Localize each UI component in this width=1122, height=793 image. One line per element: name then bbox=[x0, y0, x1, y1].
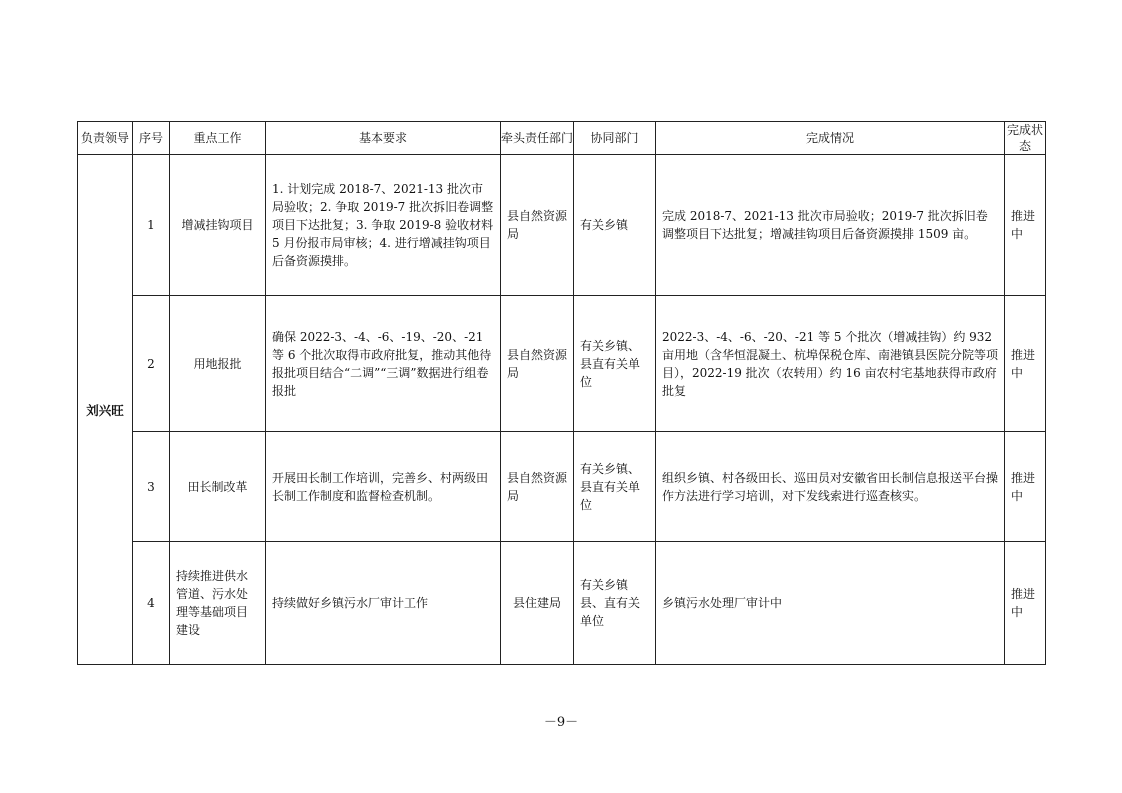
row-lead-dept: 县自然资源局 bbox=[501, 432, 574, 542]
table-row bbox=[78, 155, 1046, 296]
row-requirement: 开展田长制工作培训，完善乡、村两级田长制工作制度和监督检查机制。 bbox=[266, 432, 501, 542]
row-requirement: 确保 2022-3、-4、-6、-19、-20、-21 等 6 个批次取得市政府批复，推动其他待报批项目结合“二调”“三调”数据进行组卷报批 bbox=[266, 296, 501, 432]
row-seq: 2 bbox=[133, 296, 170, 432]
row-progress: 乡镇污水处理厂审计中 bbox=[656, 542, 1005, 665]
row-work: 田长制改革 bbox=[170, 432, 266, 542]
row-seq: 4 bbox=[133, 542, 170, 665]
row-lead-dept: 县自然资源局 bbox=[501, 296, 574, 432]
header-progress: 完成情况 bbox=[656, 122, 1005, 155]
header-leader: 负责领导 bbox=[78, 122, 133, 155]
row-status: 推进中 bbox=[1005, 296, 1046, 432]
row-status: 推进中 bbox=[1005, 432, 1046, 542]
row-progress: 组织乡镇、村各级田长、巡田员对安徽省田长制信息报送平台操作方法进行学习培训，对下发线索进行巡查核实。 bbox=[656, 432, 1005, 542]
row-coop-dept: 有关乡镇县、直有关单位 bbox=[574, 542, 656, 665]
table-row bbox=[78, 542, 1046, 665]
header-seq: 序号 bbox=[133, 122, 170, 155]
table-row bbox=[78, 296, 1046, 432]
header-lead-dept: 牵头责任部门 bbox=[501, 122, 574, 155]
row-work: 增减挂钩项目 bbox=[170, 155, 266, 296]
header-requirement: 基本要求 bbox=[266, 122, 501, 155]
header-row bbox=[78, 122, 1046, 155]
row-requirement: 1. 计划完成 2018-7、2021-13 批次市局验收；2. 争取 2019-7 批次拆旧卷调整项目下达批复；3. 争取 2019-8 验收材料 5 月份报市局审核；4. 进行增减挂钩项目后备资源摸排。 bbox=[266, 155, 501, 296]
page-number: －9－ bbox=[543, 715, 579, 730]
row-coop-dept: 有关乡镇、县直有关单位 bbox=[574, 296, 656, 432]
row-seq: 1 bbox=[133, 155, 170, 296]
row-work: 持续推进供水管道、污水处理等基础项目建设 bbox=[170, 542, 266, 665]
work-progress-table bbox=[77, 121, 1046, 665]
row-work: 用地报批 bbox=[170, 296, 266, 432]
header-work: 重点工作 bbox=[170, 122, 266, 155]
row-progress: 完成 2018-7、2021-13 批次市局验收；2019-7 批次拆旧卷调整项目下达批复；增减挂钩项目后备资源摸排 1509 亩。 bbox=[656, 155, 1005, 296]
row-status: 推进中 bbox=[1005, 155, 1046, 296]
row-coop-dept: 有关乡镇 bbox=[574, 155, 656, 296]
header-status: 完成状态 bbox=[1005, 122, 1046, 155]
table-row bbox=[78, 432, 1046, 542]
row-lead-dept: 县住建局 bbox=[501, 542, 574, 665]
row-lead-dept: 县自然资源局 bbox=[501, 155, 574, 296]
header-coop-dept: 协同部门 bbox=[574, 122, 656, 155]
row-coop-dept: 有关乡镇、县直有关单位 bbox=[574, 432, 656, 542]
row-status: 推进中 bbox=[1005, 542, 1046, 665]
row-progress: 2022-3、-4、-6、-20、-21 等 5 个批次（增减挂钩）约 932 亩用地（含华恒混凝土、杭埠保税仓库、南港镇县医院分院等项目），2022-19 批次（农转用）约 16 亩农村宅基地获得市政府批复 bbox=[656, 296, 1005, 432]
leader-name: 刘兴旺 bbox=[78, 155, 133, 665]
row-seq: 3 bbox=[133, 432, 170, 542]
row-requirement: 持续做好乡镇污水厂审计工作 bbox=[266, 542, 501, 665]
